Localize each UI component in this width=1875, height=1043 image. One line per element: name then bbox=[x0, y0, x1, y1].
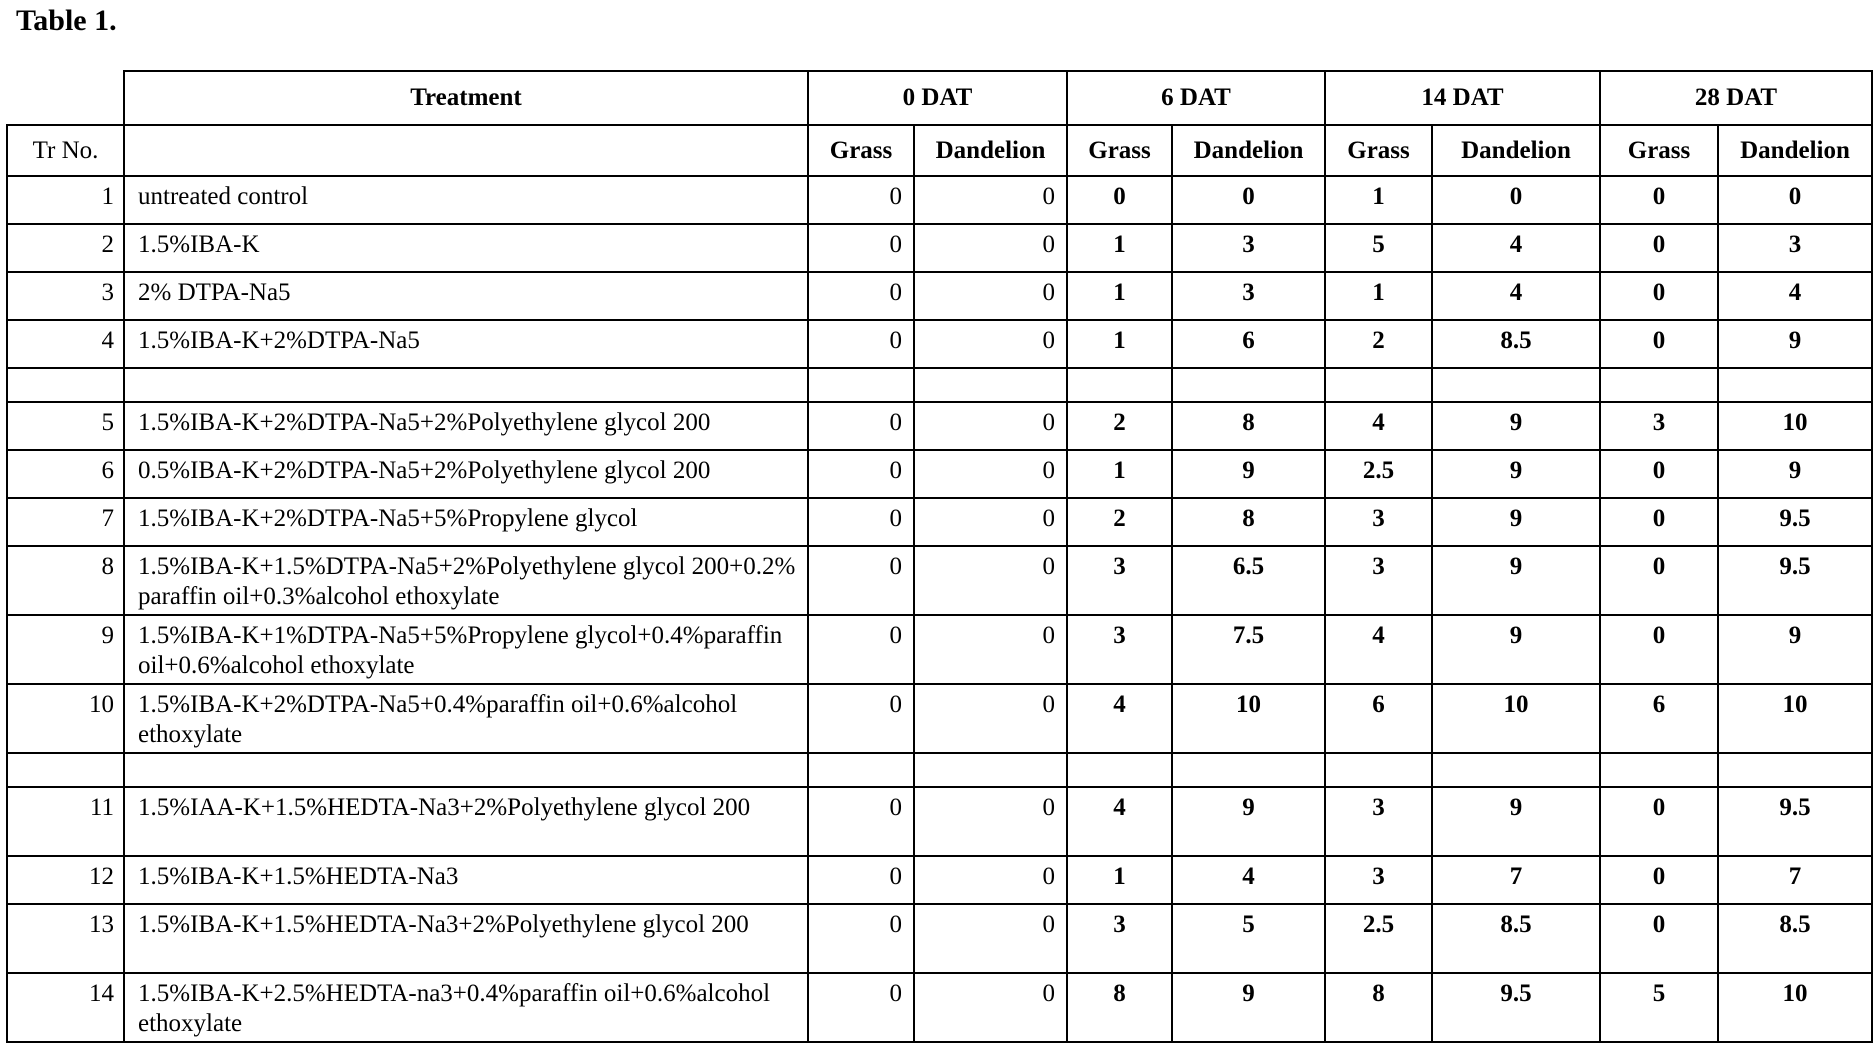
dandelion-value-cell: 0 bbox=[914, 402, 1067, 450]
dandelion-value-cell: 7.5 bbox=[1172, 615, 1325, 684]
empty-cell bbox=[1172, 368, 1325, 402]
empty-cell bbox=[124, 753, 808, 787]
dandelion-value-cell: 0 bbox=[914, 615, 1067, 684]
grass-value-cell: 2 bbox=[1325, 320, 1432, 368]
empty-cell bbox=[808, 753, 914, 787]
dandelion-value-cell: 8 bbox=[1172, 498, 1325, 546]
treatment-cell: 0.5%IBA-K+2%DTPA-Na5+2%Polyethylene glycol 200 bbox=[124, 450, 808, 498]
grass-value-cell: 3 bbox=[1067, 546, 1172, 615]
dandelion-value-cell: 10 bbox=[1432, 684, 1600, 753]
grass-value-cell: 0 bbox=[808, 224, 914, 272]
tr-no-cell: 10 bbox=[7, 684, 124, 753]
empty-cell bbox=[124, 368, 808, 402]
dandelion-value-cell: 9 bbox=[1172, 973, 1325, 1042]
tr-no-cell: 13 bbox=[7, 904, 124, 973]
grass-value-cell: 0 bbox=[1067, 176, 1172, 224]
dandelion-value-cell: 7 bbox=[1432, 856, 1600, 904]
treatment-cell: 1.5%IBA-K+1%DTPA-Na5+5%Propylene glycol+0.4%paraffin oil+0.6%alcohol ethoxylate bbox=[124, 615, 808, 684]
table-row bbox=[7, 450, 1872, 498]
grass-value-cell: 0 bbox=[1600, 176, 1718, 224]
dandelion-value-cell: 9.5 bbox=[1718, 787, 1872, 856]
empty-cell bbox=[1325, 368, 1432, 402]
grass-value-cell: 6 bbox=[1600, 684, 1718, 753]
table-row bbox=[7, 684, 1872, 753]
group-header-0dat: 0 DAT bbox=[808, 71, 1067, 125]
grass-value-cell: 0 bbox=[1600, 856, 1718, 904]
empty-cell bbox=[914, 368, 1067, 402]
dandelion-value-cell: 4 bbox=[1432, 272, 1600, 320]
tr-no-cell: 6 bbox=[7, 450, 124, 498]
dandelion-value-cell: 0 bbox=[914, 320, 1067, 368]
grass-value-cell: 4 bbox=[1067, 787, 1172, 856]
dandelion-value-cell: 9 bbox=[1172, 450, 1325, 498]
header-row-columns bbox=[7, 125, 1872, 176]
treatment-cell: 1.5%IBA-K+2%DTPA-Na5+0.4%paraffin oil+0.6%alcohol ethoxylate bbox=[124, 684, 808, 753]
grass-value-cell: 3 bbox=[1600, 402, 1718, 450]
grass-value-cell: 0 bbox=[808, 320, 914, 368]
grass-value-cell: 0 bbox=[1600, 546, 1718, 615]
dandelion-value-cell: 0 bbox=[914, 272, 1067, 320]
treatment-cell: 1.5%IAA-K+1.5%HEDTA-Na3+2%Polyethylene glycol 200 bbox=[124, 787, 808, 856]
grass-value-cell: 5 bbox=[1600, 973, 1718, 1042]
table-row bbox=[7, 615, 1872, 684]
dandelion-value-cell: 4 bbox=[1718, 272, 1872, 320]
dandelion-value-cell: 0 bbox=[1432, 176, 1600, 224]
dandelion-value-cell: 4 bbox=[1432, 224, 1600, 272]
grass-value-cell: 1 bbox=[1325, 272, 1432, 320]
tr-no-cell: 9 bbox=[7, 615, 124, 684]
grass-value-cell: 6 bbox=[1325, 684, 1432, 753]
dandelion-value-cell: 0 bbox=[914, 904, 1067, 973]
tr-no-cell: 1 bbox=[7, 176, 124, 224]
empty-cell bbox=[7, 368, 124, 402]
dandelion-value-cell: 6.5 bbox=[1172, 546, 1325, 615]
dandelion-value-cell: 9.5 bbox=[1718, 498, 1872, 546]
table-title: Table 1. bbox=[16, 4, 117, 37]
grass-value-cell: 0 bbox=[808, 684, 914, 753]
tr-no-cell: 14 bbox=[7, 973, 124, 1042]
dandelion-value-cell: 0 bbox=[914, 787, 1067, 856]
grass-value-cell: 3 bbox=[1067, 904, 1172, 973]
tr-no-cell: 2 bbox=[7, 224, 124, 272]
grass-value-cell: 0 bbox=[1600, 224, 1718, 272]
grass-header: Grass bbox=[808, 125, 914, 176]
grass-value-cell: 2.5 bbox=[1325, 904, 1432, 973]
table-row bbox=[7, 787, 1872, 856]
dandelion-value-cell: 4 bbox=[1172, 856, 1325, 904]
dandelion-value-cell: 9 bbox=[1718, 615, 1872, 684]
tr-no-cell: 4 bbox=[7, 320, 124, 368]
grass-header: Grass bbox=[1067, 125, 1172, 176]
dandelion-value-cell: 9 bbox=[1432, 402, 1600, 450]
empty-cell bbox=[1325, 753, 1432, 787]
tr-no-cell: 7 bbox=[7, 498, 124, 546]
dandelion-value-cell: 0 bbox=[914, 684, 1067, 753]
treatment-cell: 1.5%IBA-K bbox=[124, 224, 808, 272]
treatment-cell: 1.5%IBA-K+2%DTPA-Na5+5%Propylene glycol bbox=[124, 498, 808, 546]
grass-value-cell: 5 bbox=[1325, 224, 1432, 272]
grass-value-cell: 1 bbox=[1067, 856, 1172, 904]
table-row bbox=[7, 546, 1872, 615]
dandelion-value-cell: 10 bbox=[1718, 402, 1872, 450]
dandelion-value-cell: 9 bbox=[1432, 787, 1600, 856]
grass-value-cell: 1 bbox=[1067, 272, 1172, 320]
table-row bbox=[7, 904, 1872, 973]
dandelion-value-cell: 8.5 bbox=[1718, 904, 1872, 973]
dandelion-value-cell: 9 bbox=[1718, 450, 1872, 498]
tr-no-cell: 3 bbox=[7, 272, 124, 320]
grass-value-cell: 1 bbox=[1067, 320, 1172, 368]
treatment-cell: 1.5%IBA-K+2%DTPA-Na5+2%Polyethylene glycol 200 bbox=[124, 402, 808, 450]
dandelion-value-cell: 10 bbox=[1172, 684, 1325, 753]
dandelion-value-cell: 3 bbox=[1718, 224, 1872, 272]
treatment-cell: untreated control bbox=[124, 176, 808, 224]
table-row bbox=[7, 856, 1872, 904]
grass-value-cell: 0 bbox=[808, 402, 914, 450]
dandelion-value-cell: 9 bbox=[1432, 450, 1600, 498]
tr-no-cell: 5 bbox=[7, 402, 124, 450]
grass-value-cell: 3 bbox=[1325, 546, 1432, 615]
header-corner bbox=[7, 71, 124, 125]
table-row bbox=[7, 402, 1872, 450]
grass-value-cell: 0 bbox=[1600, 450, 1718, 498]
dandelion-value-cell: 9.5 bbox=[1718, 546, 1872, 615]
grass-value-cell: 3 bbox=[1325, 856, 1432, 904]
grass-value-cell: 4 bbox=[1325, 402, 1432, 450]
empty-cell bbox=[1718, 753, 1872, 787]
dandelion-value-cell: 9.5 bbox=[1432, 973, 1600, 1042]
grass-value-cell: 0 bbox=[808, 450, 914, 498]
treatment-cell: 1.5%IBA-K+1.5%DTPA-Na5+2%Polyethylene glycol 200+0.2% paraffin oil+0.3%alcohol ethoxylate bbox=[124, 546, 808, 615]
tr-no-cell: 11 bbox=[7, 787, 124, 856]
group-header-14dat: 14 DAT bbox=[1325, 71, 1600, 125]
results-table bbox=[6, 70, 1873, 1043]
dandelion-value-cell: 0 bbox=[914, 176, 1067, 224]
dandelion-value-cell: 0 bbox=[914, 498, 1067, 546]
grass-value-cell: 0 bbox=[1600, 272, 1718, 320]
empty-cell bbox=[1432, 753, 1600, 787]
empty-cell bbox=[1718, 368, 1872, 402]
dandelion-value-cell: 8.5 bbox=[1432, 320, 1600, 368]
tr-no-cell: 12 bbox=[7, 856, 124, 904]
table-row bbox=[7, 224, 1872, 272]
dandelion-value-cell: 8.5 bbox=[1432, 904, 1600, 973]
dandelion-value-cell: 8 bbox=[1172, 402, 1325, 450]
grass-value-cell: 1 bbox=[1067, 224, 1172, 272]
dandelion-value-cell: 10 bbox=[1718, 684, 1872, 753]
grass-value-cell: 3 bbox=[1067, 615, 1172, 684]
grass-value-cell: 0 bbox=[1600, 787, 1718, 856]
grass-value-cell: 2 bbox=[1067, 402, 1172, 450]
dandelion-header: Dandelion bbox=[1432, 125, 1600, 176]
dandelion-value-cell: 0 bbox=[914, 450, 1067, 498]
empty-cell bbox=[914, 753, 1067, 787]
dandelion-value-cell: 10 bbox=[1718, 973, 1872, 1042]
grass-value-cell: 3 bbox=[1325, 787, 1432, 856]
treatment-cell: 1.5%IBA-K+2.5%HEDTA-na3+0.4%paraffin oil+0.6%alcohol ethoxylate bbox=[124, 973, 808, 1042]
dandelion-value-cell: 3 bbox=[1172, 272, 1325, 320]
grass-value-cell: 0 bbox=[808, 615, 914, 684]
dandelion-value-cell: 0 bbox=[914, 973, 1067, 1042]
header-row-groups bbox=[7, 71, 1872, 125]
grass-value-cell: 0 bbox=[808, 904, 914, 973]
table-row bbox=[7, 272, 1872, 320]
table-row bbox=[7, 176, 1872, 224]
dandelion-value-cell: 0 bbox=[914, 224, 1067, 272]
grass-value-cell: 8 bbox=[1067, 973, 1172, 1042]
group-header-6dat: 6 DAT bbox=[1067, 71, 1325, 125]
grass-value-cell: 2 bbox=[1067, 498, 1172, 546]
grass-value-cell: 1 bbox=[1325, 176, 1432, 224]
dandelion-value-cell: 7 bbox=[1718, 856, 1872, 904]
separator-row bbox=[7, 368, 1872, 402]
tr-no-header: Tr No. bbox=[7, 125, 124, 176]
empty-cell bbox=[1067, 368, 1172, 402]
treatment-cell: 1.5%IBA-K+2%DTPA-Na5 bbox=[124, 320, 808, 368]
treatment-subheader bbox=[124, 125, 808, 176]
grass-value-cell: 2.5 bbox=[1325, 450, 1432, 498]
grass-value-cell: 0 bbox=[808, 498, 914, 546]
separator-row bbox=[7, 753, 1872, 787]
dandelion-header: Dandelion bbox=[1172, 125, 1325, 176]
table-row bbox=[7, 973, 1872, 1042]
dandelion-value-cell: 9 bbox=[1432, 546, 1600, 615]
dandelion-value-cell: 5 bbox=[1172, 904, 1325, 973]
empty-cell bbox=[1067, 753, 1172, 787]
grass-value-cell: 4 bbox=[1067, 684, 1172, 753]
dandelion-value-cell: 9 bbox=[1172, 787, 1325, 856]
dandelion-value-cell: 0 bbox=[914, 856, 1067, 904]
dandelion-value-cell: 9 bbox=[1432, 498, 1600, 546]
dandelion-value-cell: 9 bbox=[1432, 615, 1600, 684]
grass-value-cell: 0 bbox=[808, 856, 914, 904]
empty-cell bbox=[1432, 368, 1600, 402]
grass-header: Grass bbox=[1600, 125, 1718, 176]
empty-cell bbox=[808, 368, 914, 402]
treatment-header: Treatment bbox=[124, 71, 808, 125]
grass-value-cell: 0 bbox=[1600, 615, 1718, 684]
grass-value-cell: 1 bbox=[1067, 450, 1172, 498]
grass-value-cell: 0 bbox=[808, 176, 914, 224]
grass-value-cell: 8 bbox=[1325, 973, 1432, 1042]
grass-value-cell: 0 bbox=[1600, 320, 1718, 368]
empty-cell bbox=[1172, 753, 1325, 787]
dandelion-value-cell: 3 bbox=[1172, 224, 1325, 272]
empty-cell bbox=[7, 753, 124, 787]
grass-value-cell: 0 bbox=[808, 973, 914, 1042]
dandelion-value-cell: 9 bbox=[1718, 320, 1872, 368]
dandelion-header: Dandelion bbox=[1718, 125, 1872, 176]
group-header-28dat: 28 DAT bbox=[1600, 71, 1872, 125]
tr-no-cell: 8 bbox=[7, 546, 124, 615]
empty-cell bbox=[1600, 368, 1718, 402]
dandelion-value-cell: 0 bbox=[1172, 176, 1325, 224]
grass-value-cell: 0 bbox=[1600, 904, 1718, 973]
dandelion-header: Dandelion bbox=[914, 125, 1067, 176]
grass-header: Grass bbox=[1325, 125, 1432, 176]
dandelion-value-cell: 6 bbox=[1172, 320, 1325, 368]
dandelion-value-cell: 0 bbox=[914, 546, 1067, 615]
table-row bbox=[7, 498, 1872, 546]
table-row bbox=[7, 320, 1872, 368]
grass-value-cell: 4 bbox=[1325, 615, 1432, 684]
grass-value-cell: 0 bbox=[808, 546, 914, 615]
treatment-cell: 1.5%IBA-K+1.5%HEDTA-Na3+2%Polyethylene glycol 200 bbox=[124, 904, 808, 973]
treatment-cell: 2% DTPA-Na5 bbox=[124, 272, 808, 320]
grass-value-cell: 0 bbox=[808, 787, 914, 856]
dandelion-value-cell: 0 bbox=[1718, 176, 1872, 224]
grass-value-cell: 0 bbox=[1600, 498, 1718, 546]
grass-value-cell: 3 bbox=[1325, 498, 1432, 546]
empty-cell bbox=[1600, 753, 1718, 787]
treatment-cell: 1.5%IBA-K+1.5%HEDTA-Na3 bbox=[124, 856, 808, 904]
grass-value-cell: 0 bbox=[808, 272, 914, 320]
